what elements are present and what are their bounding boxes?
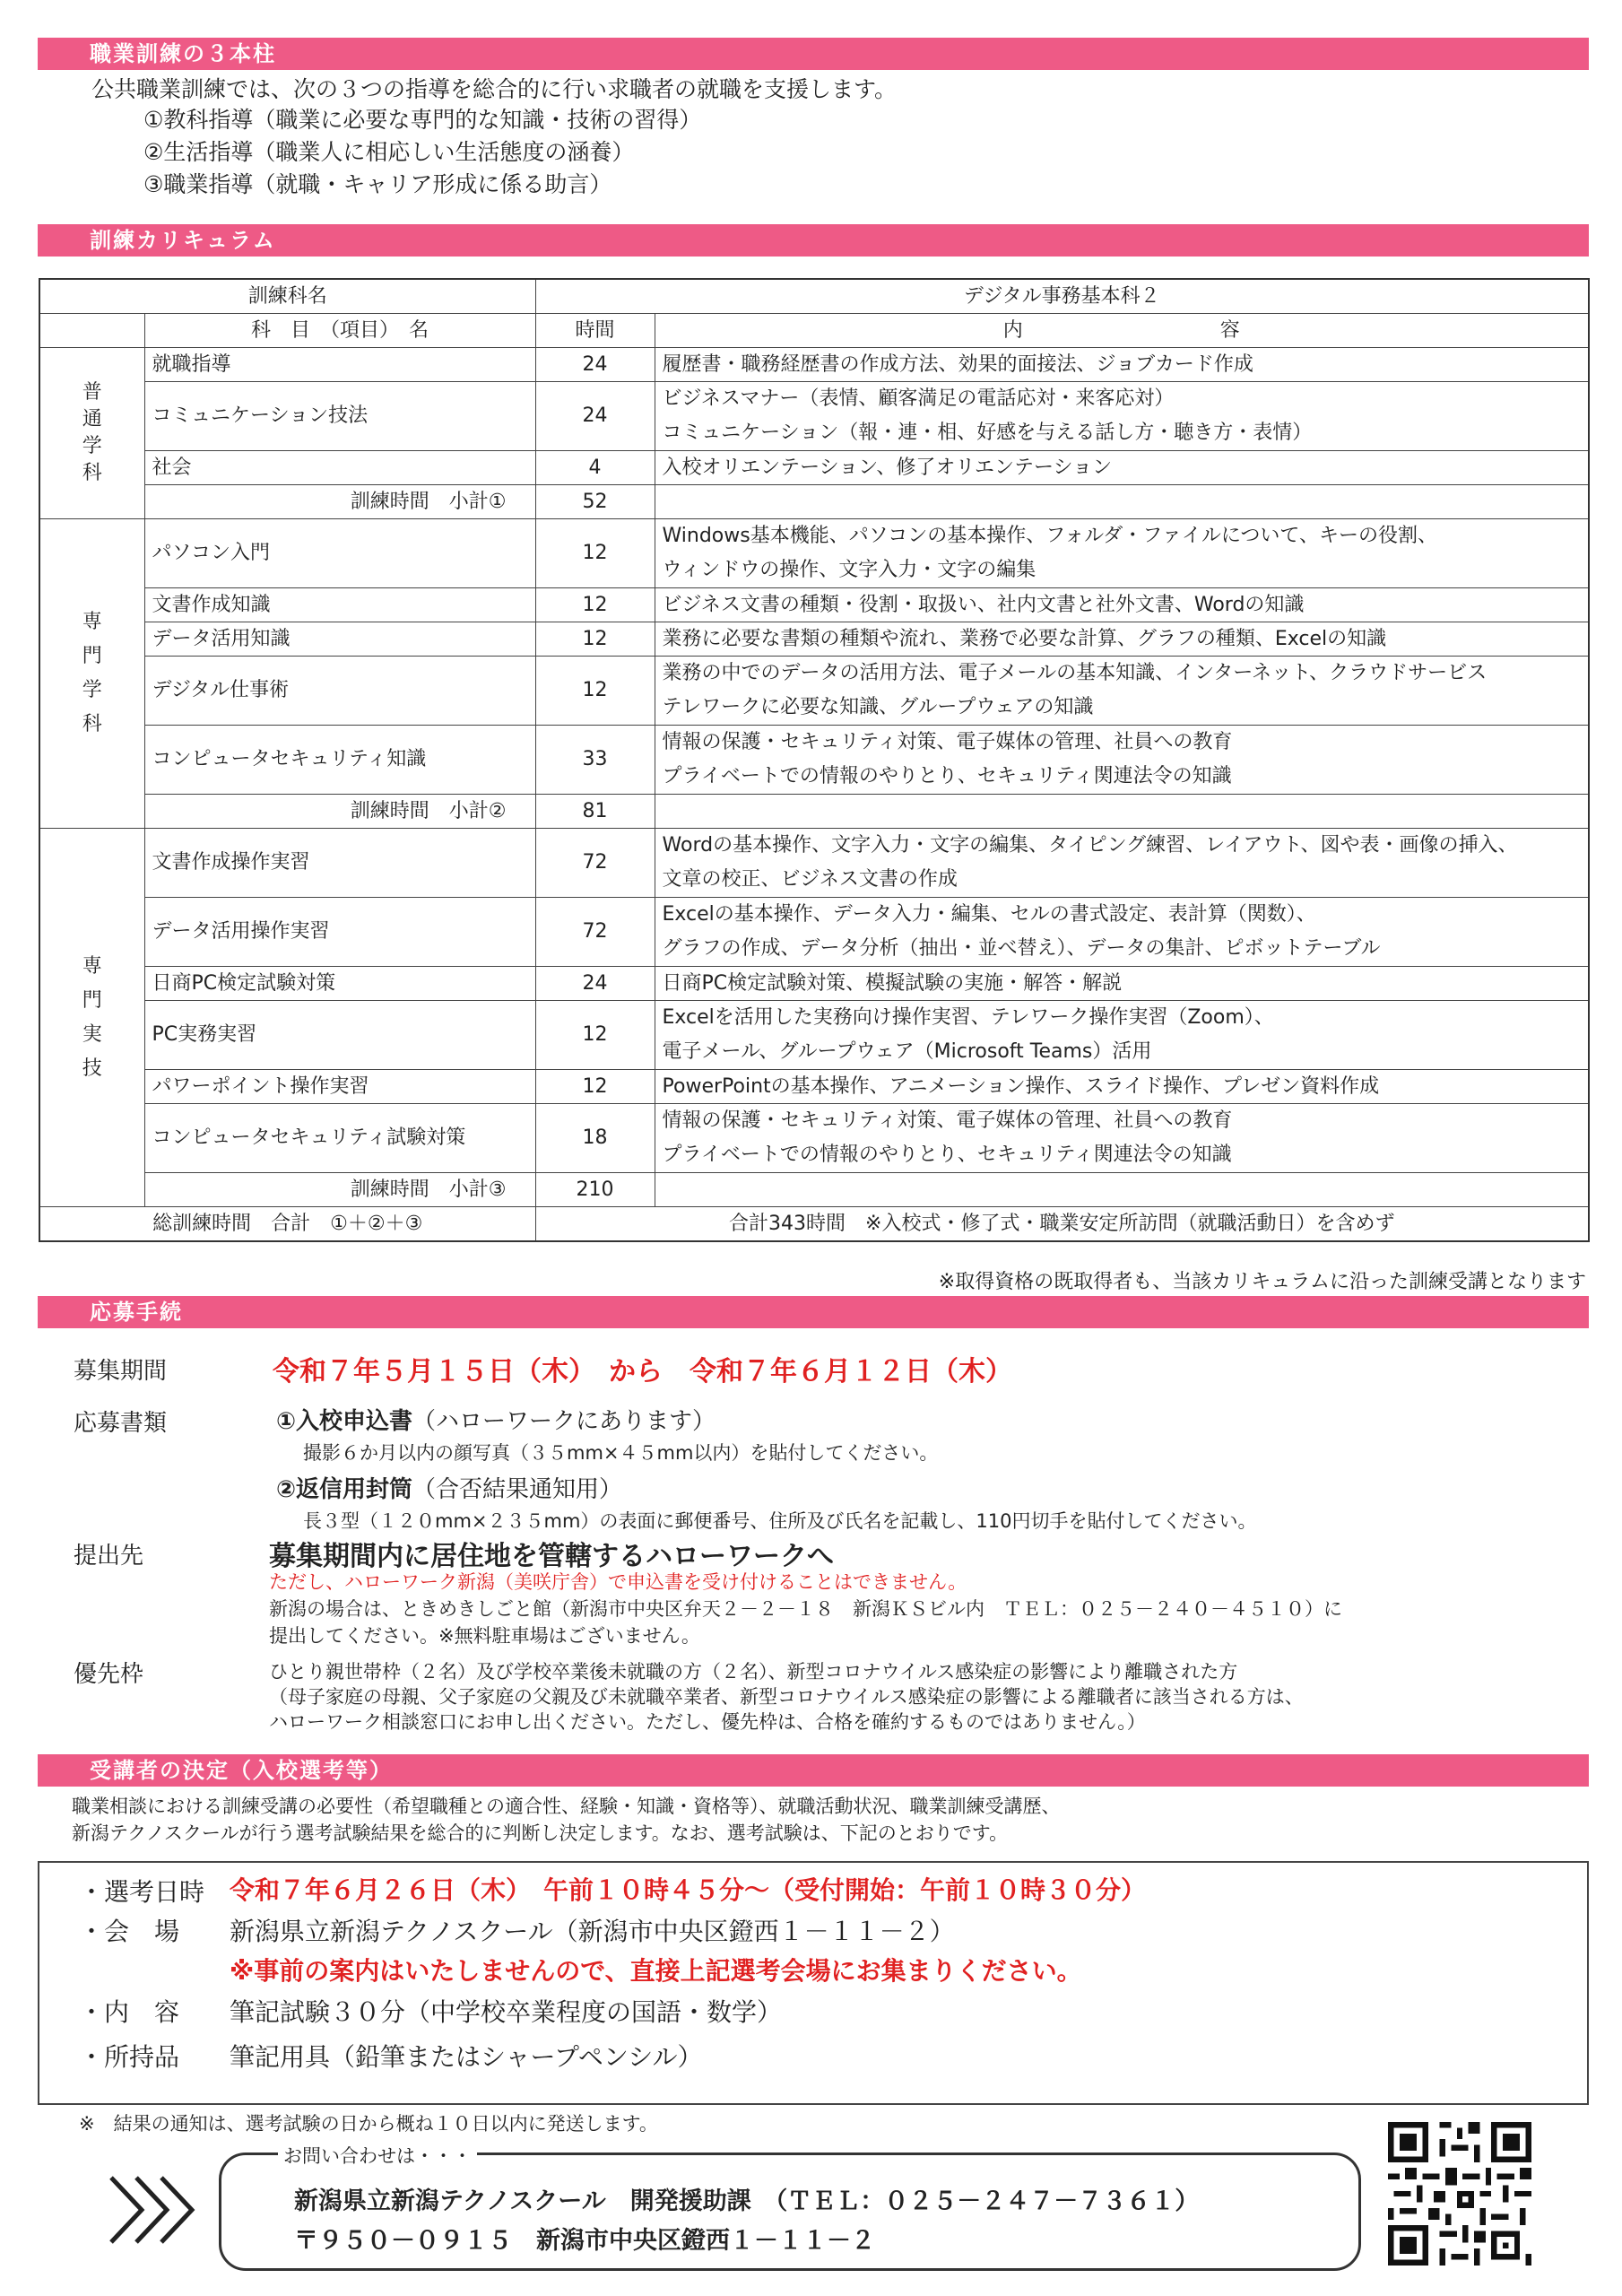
- table-row: [39, 967, 1589, 1001]
- pillar-item: ③職業指導（就職・キャリア形成に係る助言）: [143, 171, 612, 197]
- total-text: 合計343時間 ※入校式・修了式・職業安定所訪問（就職活動日）を含めず: [535, 1207, 1589, 1242]
- priority-line: ひとり親世帯枠（２名）及び学校卒業後未就職の方（２名）、新型コロナウイルス感染症の影響により離職された方: [269, 1661, 1238, 1683]
- subtotal-blank: [655, 485, 1589, 519]
- table-row: [39, 657, 1589, 726]
- section-title: 受講者の決定（入校選考等）: [90, 1758, 393, 1783]
- table-row: [39, 829, 1589, 898]
- priority-label: 優先枠: [74, 1661, 144, 1688]
- group-name-text: 専門実技: [82, 954, 102, 1080]
- subtotal-label: 訓練時間 小計①: [144, 485, 535, 519]
- content-line: 日商PC検定試験対策、模擬試験の実施・解答・解説: [662, 971, 1123, 995]
- hours-cell: 12: [535, 1070, 655, 1104]
- chevron-right-icon: [106, 2169, 222, 2251]
- doc1: [276, 1403, 716, 1436]
- subject-cell: コミュニケーション技法: [144, 382, 535, 451]
- content-line: Wordの基本操作、文字入力・文字の編集、タイピング練習、レイアウト、図や表・画像の挿入、: [662, 834, 1518, 857]
- section-band-three-pillars: [38, 38, 1589, 70]
- content-line: 入校オリエンテーション、修了オリエンテーション: [662, 456, 1113, 479]
- selection-date-value: 令和７年６月２６日（木） 午前１０時４５分～（受付開始：午前１０時３０分）: [230, 1875, 1147, 1905]
- content-cell: [655, 898, 1589, 967]
- priority-line: ハローワーク相談窓口にお申し出ください。ただし、優先枠は、合格を確約するものではありません。）: [269, 1711, 1146, 1733]
- total-label: 総訓練時間 合計 ①＋②＋③: [39, 1207, 535, 1242]
- section-title: 応募手続: [90, 1300, 183, 1325]
- selection-items-value: 筆記用具（鉛筆またはシャープペンシル）: [230, 2042, 703, 2072]
- content-cell: [655, 1070, 1589, 1104]
- header-subject: 科 目 （項目） 名: [144, 314, 535, 348]
- content-cell: [655, 967, 1589, 1001]
- selection-venue-warning: ※事前の案内はいたしませんので、直接上記選考会場にお集まりください。: [230, 1956, 1082, 1986]
- content-cell: [655, 451, 1589, 485]
- content-line: 情報の保護・セキュリティ対策、電子媒体の管理、社員への教育: [662, 731, 1233, 753]
- content-line: ウィンドウの操作、文字入力・文字の編集: [662, 559, 1037, 581]
- submit-note: 新潟の場合は、ときめきしごと館（新潟市中央区弁天２－２－１８ 新潟ＫＳビル内 ＴＥＬ：０２５－２４０－４５１０）に: [269, 1598, 1342, 1620]
- subtotal-row: [39, 485, 1589, 519]
- group-name-text: 普通学科: [82, 381, 102, 484]
- hours-cell: 12: [535, 588, 655, 622]
- subtotal-label: 訓練時間 小計②: [144, 795, 535, 829]
- table-row: [39, 348, 1589, 382]
- content-line: グラフの作成、データ分析（抽出・並べ替え）、データの集計、ピボットテーブル: [662, 937, 1381, 960]
- doc1-title: ①入校申込書: [276, 1408, 413, 1435]
- content-line: テレワークに必要な知識、グループウェアの知識: [662, 696, 1094, 718]
- subtotal-label: 訓練時間 小計③: [144, 1173, 535, 1207]
- table-row: [39, 588, 1589, 622]
- content-line: 情報の保護・セキュリティ対策、電子媒体の管理、社員への教育: [662, 1109, 1233, 1132]
- subject-cell: 社会: [144, 451, 535, 485]
- doc1-note: 撮影６か月以内の顔写真（３５mm×４５mm以内）を貼付してください。: [303, 1442, 939, 1464]
- content-cell: [655, 726, 1589, 795]
- contact-line: 新潟県立新潟テクノスクール 開発援助課 （ＴＥＬ：０２５－２４７－７３６１）: [294, 2187, 1200, 2215]
- selection-date-label: ・選考日時: [79, 1877, 205, 1907]
- content-line: プライベートでの情報のやりとり、セキュリティ関連法令の知識: [662, 765, 1232, 787]
- pillar-item: ②生活指導（職業人に相応しい生活態度の涵養）: [143, 139, 635, 165]
- contact-line: 〒９５０－０９１５ 新潟市中央区鐙西１－１１－２: [294, 2227, 875, 2255]
- table-row: [39, 382, 1589, 451]
- subject-cell: コンピュータセキュリティ知識: [144, 726, 535, 795]
- content-line: プライベートでの情報のやりとり、セキュリティ関連法令の知識: [662, 1144, 1232, 1166]
- selection-lead: 職業相談における訓練受講の必要性（希望職種との適合性、経験・知識・資格等）、就職活動状況、職業訓練受講歴、: [72, 1796, 1061, 1817]
- doc2-suffix: （合否結果通知用）: [412, 1476, 623, 1503]
- subtotal-hours: 52: [535, 485, 655, 519]
- course-label: 訓練科名: [39, 279, 535, 314]
- content-cell: [655, 1001, 1589, 1070]
- content-cell: [655, 657, 1589, 726]
- table-row: [39, 898, 1589, 967]
- content-cell: [655, 829, 1589, 898]
- table-row: [39, 1070, 1589, 1104]
- doc2: [276, 1471, 622, 1504]
- content-line: 履歴書・職務経歴書の作成方法、効果的面接法、ジョブカード作成: [662, 352, 1253, 376]
- content-line: 電子メール、グループウェア（Microsoft Teams）活用: [662, 1040, 1152, 1063]
- docs-label: 応募書類: [74, 1410, 168, 1437]
- table-row: [39, 1001, 1589, 1070]
- header-blank: [39, 314, 144, 348]
- submit-warning: ただし、ハローワーク新潟（美咲庁舎）で申込書を受け付けることはできません。: [269, 1571, 967, 1593]
- hours-cell: 18: [535, 1104, 655, 1173]
- table-row: [39, 622, 1589, 657]
- section-band-selection: [38, 1754, 1589, 1787]
- subtotal-row: [39, 1173, 1589, 1207]
- content-line: PowerPointの基本操作、アニメーション操作、スライド操作、プレゼン資料作成: [662, 1074, 1380, 1098]
- doc2-title: ②返信用封筒: [276, 1476, 413, 1503]
- section-title: 職業訓練の３本柱: [90, 41, 276, 66]
- group-name: [39, 519, 144, 829]
- content-line: 業務の中でのデータの活用方法、電子メールの基本知識、インターネット、クラウドサービス: [662, 662, 1488, 684]
- content-line: 文章の校正、ビジネス文書の作成: [662, 868, 958, 891]
- subject-cell: 日商PC検定試験対策: [144, 967, 535, 1001]
- hours-cell: 24: [535, 967, 655, 1001]
- subtotal-blank: [655, 1173, 1589, 1207]
- header-content: 内 容: [655, 314, 1589, 348]
- hours-cell: 72: [535, 898, 655, 967]
- priority-line: （母子家庭の母親、父子家庭の父親及び未就職卒業者、新型コロナウイルス感染症の影響による離職者に該当される方は、: [269, 1686, 1304, 1708]
- content-line: Excelの基本操作、データ入力・編集、セルの書式設定、表計算（関数）、: [662, 903, 1316, 926]
- pillar-item: ①教科指導（職業に必要な専門的な知識・技術の習得）: [143, 107, 702, 133]
- subject-cell: デジタル仕事術: [144, 657, 535, 726]
- subject-cell: データ活用知識: [144, 622, 535, 657]
- header-row: [39, 314, 1589, 348]
- qr-code-icon[interactable]: [1388, 2122, 1531, 2266]
- period-label: 募集期間: [74, 1358, 168, 1385]
- selection-items-label: ・所持品: [79, 2042, 180, 2072]
- doc2-note: 長３型（１２０mm×２３５mm）の表面に郵便番号、住所及び氏名を記載し、110円切手を貼付してください。: [303, 1510, 1257, 1532]
- content-cell: [655, 382, 1589, 451]
- content-line: Windows基本機能、パソコンの基本操作、フォルダ・ファイルについて、キーの役割、: [662, 525, 1437, 547]
- content-line: ビジネス文書の種類・役割・取扱い、社内文書と社外文書、Wordの知識: [662, 593, 1305, 616]
- table-row: [39, 1104, 1589, 1173]
- subject-cell: 就職指導: [144, 348, 535, 382]
- content-line: コミュニケーション（報・連・相、好感を与える話し方・聴き方・表情）: [662, 422, 1313, 444]
- course-row: [39, 279, 1589, 314]
- submit-note: 提出してください。※無料駐車場はございません。: [269, 1625, 700, 1647]
- selection-lead: 新潟テクノスクールが行う選考試験結果を総合的に判断し決定します。なお、選考試験は、下記のとおりです。: [72, 1822, 1009, 1844]
- subtotal-row: [39, 795, 1589, 829]
- group-name: [39, 348, 144, 519]
- doc1-suffix: （ハローワークにあります）: [412, 1408, 716, 1435]
- subject-cell: PC実務実習: [144, 1001, 535, 1070]
- hours-cell: 4: [535, 451, 655, 485]
- total-row: [39, 1207, 1589, 1242]
- subtotal-hours: 81: [535, 795, 655, 829]
- group-name-text: 専門学科: [82, 611, 102, 735]
- hours-cell: 12: [535, 657, 655, 726]
- section-band-curriculum: [38, 224, 1589, 257]
- hours-cell: 12: [535, 519, 655, 588]
- subject-cell: コンピュータセキュリティ試験対策: [144, 1104, 535, 1173]
- table-row: [39, 451, 1589, 485]
- curriculum-footnote: ※取得資格の既取得者も、当該カリキュラムに沿った訓練受講となります: [938, 1271, 1586, 1293]
- hours-cell: 72: [535, 829, 655, 898]
- submit-value: 募集期間内に居住地を管轄するハローワークへ: [269, 1541, 834, 1572]
- content-cell: [655, 588, 1589, 622]
- hours-cell: 33: [535, 726, 655, 795]
- submit-label: 提出先: [74, 1543, 144, 1570]
- hours-cell: 24: [535, 382, 655, 451]
- hours-cell: 12: [535, 622, 655, 657]
- subject-cell: パソコン入門: [144, 519, 535, 588]
- table-row: [39, 519, 1589, 588]
- subject-cell: データ活用操作実習: [144, 898, 535, 967]
- content-line: ビジネスマナー（表情、顧客満足の電話応対・来客応対）: [662, 387, 1175, 410]
- selection-venue-value: 新潟県立新潟テクノスクール（新潟市中央区鐙西１－１１－２）: [230, 1917, 955, 1946]
- header-hours: 時間: [535, 314, 655, 348]
- result-note: ※ 結果の通知は、選考試験の日から概ね１０日以内に発送します。: [79, 2113, 658, 2135]
- content-cell: [655, 1104, 1589, 1173]
- subject-cell: 文書作成知識: [144, 588, 535, 622]
- section-title: 訓練カリキュラム: [90, 228, 276, 253]
- content-cell: [655, 348, 1589, 382]
- group-name: [39, 829, 144, 1207]
- subject-cell: 文書作成操作実習: [144, 829, 535, 898]
- section-band-application: [38, 1296, 1589, 1328]
- contact-label: お問い合わせは・・・: [278, 2142, 477, 2169]
- content-cell: [655, 519, 1589, 588]
- period-value: 令和７年５月１５日（木） から 令和７年６月１２日（木）: [273, 1356, 1012, 1387]
- course-name: デジタル事務基本科２: [535, 279, 1589, 314]
- content-line: 業務に必要な書類の種類や流れ、業務で必要な計算、グラフの種類、Excelの知識: [662, 627, 1387, 650]
- hours-cell: 12: [535, 1001, 655, 1070]
- hours-cell: 24: [535, 348, 655, 382]
- table-row: [39, 726, 1589, 795]
- subtotal-hours: 210: [535, 1173, 655, 1207]
- content-line: Excelを活用した実務向け操作実習、テレワーク操作実習（Zoom）、: [662, 1006, 1274, 1029]
- subject-cell: パワーポイント操作実習: [144, 1070, 535, 1104]
- content-cell: [655, 622, 1589, 657]
- selection-content-value: 筆記試験３０分（中学校卒業程度の国語・数学）: [230, 1997, 783, 2027]
- curriculum-table: [39, 278, 1590, 1242]
- pillars-lead: 公共職業訓練では、次の３つの指導を総合的に行い求職者の就職を支援します。: [91, 76, 898, 102]
- selection-venue-label: ・会 場: [79, 1917, 180, 1946]
- subtotal-blank: [655, 795, 1589, 829]
- selection-content-label: ・内 容: [79, 1997, 180, 2027]
